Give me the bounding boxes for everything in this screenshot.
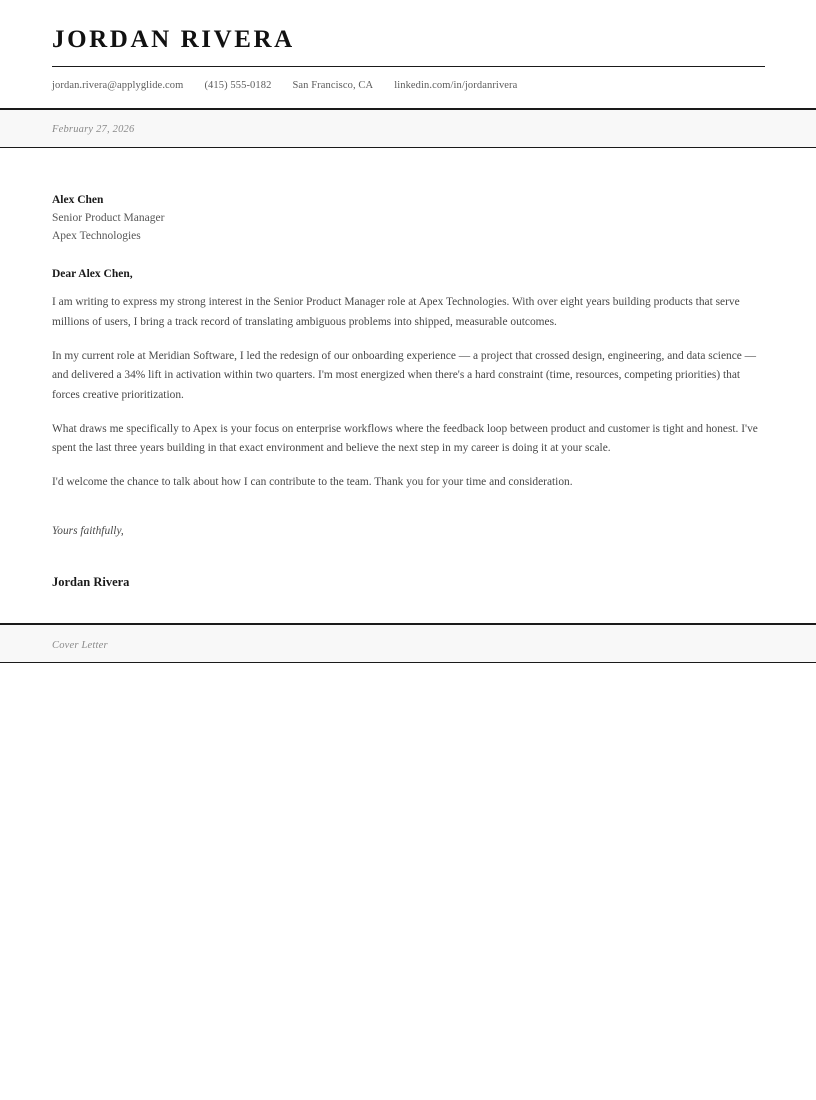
letter-date: February 27, 2026 [52,124,135,135]
body-paragraph: In my current role at Meridian Software, I led the redesign of our onboarding experience — a project that crossed design, engineering, and data science — and delivered a 34% lift in activation within two quarters. I'm most energized when there's a hard constraint (time, resources, competing priorities) that forces creative prioritization. [52,349,757,401]
body-paragraphs [52,280,764,492]
date-band [0,108,816,148]
contact-phone[interactable]: (415) 555-0182 [204,80,272,91]
page-title: JORDAN RIVERA [52,26,295,53]
recipient-name: Alex Chen [52,194,104,206]
contact-line [52,67,764,91]
closing-phrase: Yours faithfully, [52,525,124,538]
footer-label: Cover Letter [52,640,108,652]
body-paragraph: I'd welcome the chance to talk about how I can contribute to the team. Thank you for your time and consideration. [52,475,573,488]
recipient-block [52,148,764,245]
letter-body [0,148,816,623]
recipient-company: Apex Technologies [52,230,141,243]
body-paragraph: What draws me specifically to Apex is your focus on enterprise workflows where the feedback loop between product and customer is tight and honest. I've spent the last three years building in that exact environment and believe the next step in my career is doing it at your scale. [52,422,758,455]
footer-band [0,623,816,663]
recipient-title: Senior Product Manager [52,212,165,225]
date-band-inner [0,109,816,147]
salutation: Dear Alex Chen, [52,268,133,281]
contact-location: San Francisco, CA [292,80,374,91]
signature-name: Jordan Rivera [52,575,130,590]
footer-band-inner [0,624,816,662]
contact-email[interactable]: jordan.rivera@applyglide.com [52,80,184,91]
contact-linkedin[interactable]: linkedin.com/in/jordanrivera [394,80,518,91]
letter-header [0,0,816,91]
body-paragraph: I am writing to express my strong interest in the Senior Product Manager role at Apex Technologies. With over eight years building products that serve millions of users, I bring a track record of translating ambiguous problems into shipped, measurable outcomes. [52,296,740,329]
